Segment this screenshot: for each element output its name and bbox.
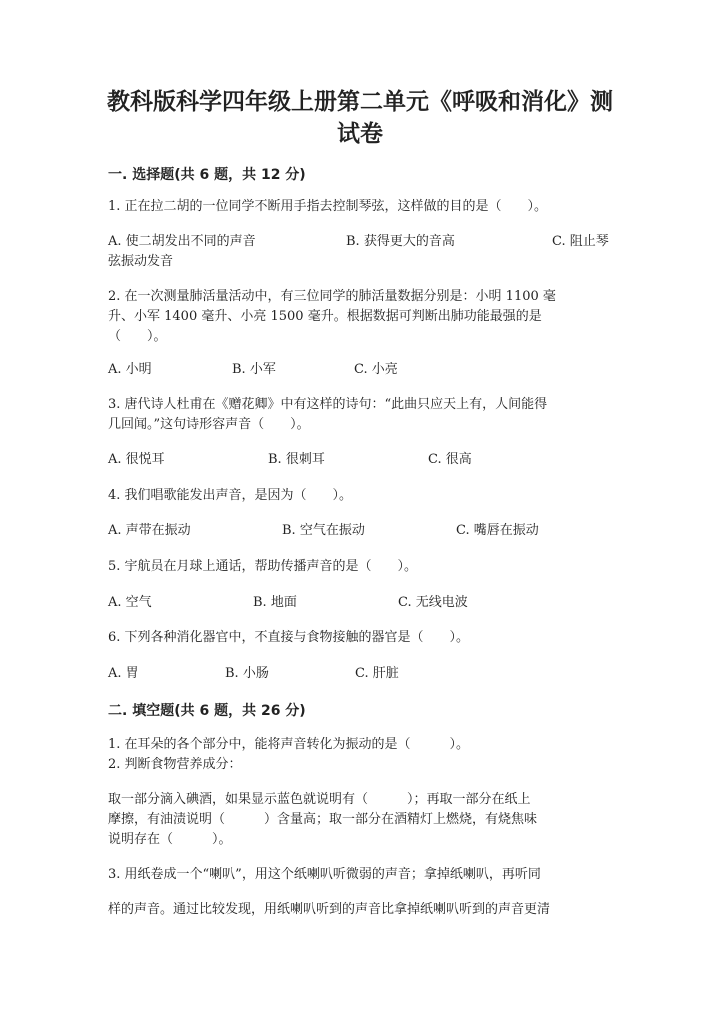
fill-question-2-line-2: 摩擦，有油渍说明（ ）含量高；取一部分在酒精灯上燃烧，有烧焦味 xyxy=(108,812,538,827)
section-heading-choice: 一. 选择题(共 6 题，共 12 分) xyxy=(108,167,306,183)
q4-option-b: B. 空气在振动 xyxy=(282,523,365,538)
q4-option-c: C. 嘴唇在振动 xyxy=(456,523,539,538)
question-3-line-1: 3. 唐代诗人杜甫在《赠花卿》中有这样的诗句：“此曲只应天上有，人间能得 xyxy=(108,397,548,412)
fill-question-1: 1. 在耳朵的各个部分中，能将声音转化为振动的是（ ）。 xyxy=(108,737,470,752)
q2-option-b: B. 小军 xyxy=(232,362,276,377)
fill-question-2-line-3: 说明存在（ ）。 xyxy=(108,832,232,847)
question-2-line-3: （ ）。 xyxy=(108,329,167,344)
q1-option-a: A. 使二胡发出不同的声音 xyxy=(108,234,256,249)
q6-option-c: C. 肝脏 xyxy=(355,666,399,681)
q3-option-a: A. 很悦耳 xyxy=(108,452,165,467)
fill-question-2-line-1: 取一部分滴入碘酒，如果显示蓝色就说明有（ ）；再取一部分在纸上 xyxy=(108,792,531,807)
section-heading-fill: 二. 填空题(共 6 题，共 26 分) xyxy=(108,703,306,719)
q2-option-c: C. 小亮 xyxy=(354,362,398,377)
question-6: 6. 下列各种消化器官中，不直接与食物接触的器官是（ ）。 xyxy=(108,630,470,645)
title-line-2: 试卷 xyxy=(337,121,383,147)
q1-option-c-continued: 弦振动发音 xyxy=(108,254,174,269)
q6-option-b: B. 小肠 xyxy=(225,666,269,681)
fill-question-2: 2. 判断食物营养成分： xyxy=(108,757,242,772)
q6-option-a: A. 胃 xyxy=(108,666,139,681)
q5-option-a: A. 空气 xyxy=(108,595,152,610)
title-line-1: 教科版科学四年级上册第二单元《呼吸和消化》测 xyxy=(107,89,613,115)
question-4: 4. 我们唱歌能发出声音，是因为（ ）。 xyxy=(108,488,353,503)
q4-option-a: A. 声带在振动 xyxy=(108,523,191,538)
q3-option-b: B. 很刺耳 xyxy=(268,452,325,467)
question-3-line-2: 几回闻。”这句诗形容声音（ ）。 xyxy=(108,417,310,432)
q5-option-c: C. 无线电波 xyxy=(398,595,468,610)
q3-option-c: C. 很高 xyxy=(428,452,472,467)
q2-option-a: A. 小明 xyxy=(108,362,152,377)
document-title xyxy=(100,86,620,150)
fill-question-3-line-2: 样的声音。通过比较发现，用纸喇叭听到的声音比拿掉纸喇叭听到的声音更清 xyxy=(108,902,551,917)
q5-option-b: B. 地面 xyxy=(253,595,297,610)
q1-option-c: C. 阻止琴 xyxy=(552,234,609,249)
fill-question-3-line-1: 3. 用纸卷成一个“喇叭”，用这个纸喇叭听微弱的声音；拿掉纸喇叭，再听同 xyxy=(108,867,541,882)
question-2-line-2: 升、小军 1400 毫升、小亮 1500 毫升。根据数据可判断出肺功能最强的是 xyxy=(108,309,542,324)
q1-option-b: B. 获得更大的音高 xyxy=(346,234,455,249)
question-1: 1. 正在拉二胡的一位同学不断用手指去控制琴弦，这样做的目的是（ ）。 xyxy=(108,199,548,214)
question-2-line-1: 2. 在一次测量肺活量活动中，有三位同学的肺活量数据分别是：小明 1100 毫 xyxy=(108,289,556,304)
question-5: 5. 宇航员在月球上通话，帮助传播声音的是（ ）。 xyxy=(108,559,418,574)
